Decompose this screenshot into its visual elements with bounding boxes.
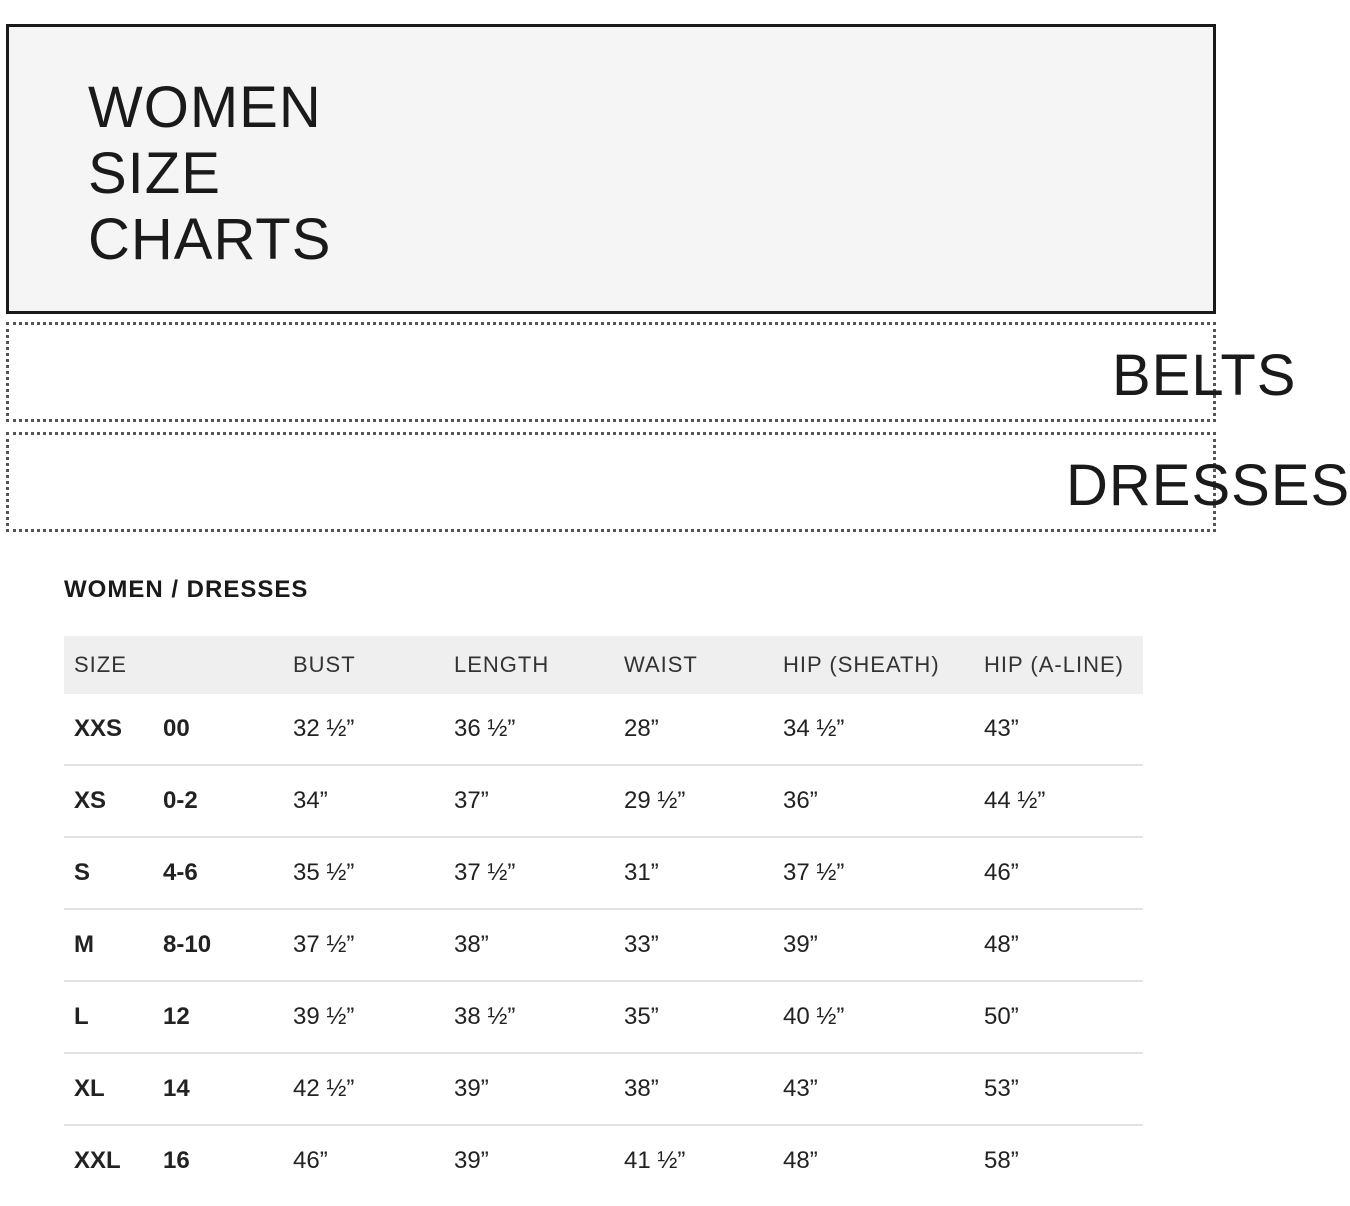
- numeric-size-cell: 8-10: [153, 909, 283, 981]
- hip-a-line-cell: 48”: [974, 909, 1143, 981]
- accordion-belts[interactable]: [6, 322, 1297, 422]
- waist-cell: 38”: [614, 1053, 773, 1125]
- hip-a-line-cell: 53”: [974, 1053, 1143, 1125]
- size-cell: L: [64, 981, 153, 1053]
- length-cell: 38 ½”: [444, 981, 614, 1053]
- waist-cell: 31”: [614, 837, 773, 909]
- hip-sheath-cell: 37 ½”: [773, 837, 974, 909]
- table-row: [64, 837, 1143, 909]
- length-cell: 36 ½”: [444, 694, 614, 765]
- table-header-row: [64, 636, 1143, 694]
- length-cell: 37”: [444, 765, 614, 837]
- numeric-size-cell: 00: [153, 694, 283, 765]
- hip-sheath-cell: 36”: [773, 765, 974, 837]
- numeric-size-cell: 12: [153, 981, 283, 1053]
- page-title: [88, 75, 331, 273]
- hip-a-line-cell: 43”: [974, 694, 1143, 765]
- size-cell: XS: [64, 765, 153, 837]
- column-header-waist: WAIST: [614, 636, 773, 694]
- numeric-size-cell: 14: [153, 1053, 283, 1125]
- page-title-line: WOMEN: [88, 75, 322, 140]
- hip-sheath-cell: 39”: [773, 909, 974, 981]
- length-cell: 37 ½”: [444, 837, 614, 909]
- hip-sheath-cell: 40 ½”: [773, 981, 974, 1053]
- column-header-size: SIZE: [64, 636, 153, 694]
- accordion-belts-label: BELTS: [1112, 343, 1297, 408]
- table-row: [64, 1053, 1143, 1125]
- length-cell: 39”: [454, 1147, 489, 1174]
- column-header-hip-a-line: HIP (A-LINE): [974, 636, 1143, 694]
- numeric-size-cell: 4-6: [153, 837, 283, 909]
- size-cell: XL: [64, 1053, 153, 1125]
- waist-cell: 33”: [614, 909, 773, 981]
- table-row: [64, 909, 1143, 981]
- column-header-length: LENGTH: [444, 636, 614, 694]
- title-banner: [6, 24, 1216, 314]
- waist-cell: 28”: [614, 694, 773, 765]
- hip-a-line-cell: 46”: [974, 837, 1143, 909]
- length-cell: 39”: [444, 1053, 614, 1125]
- waist-cell: 35”: [614, 981, 773, 1053]
- bust-cell: 39 ½”: [283, 981, 444, 1053]
- column-header-bust: BUST: [283, 636, 444, 694]
- waist-cell: 29 ½”: [614, 765, 773, 837]
- bust-cell: 35 ½”: [283, 837, 444, 909]
- hip-sheath-cell: 48”: [783, 1147, 818, 1174]
- hip-a-line-cell: 58”: [984, 1147, 1019, 1174]
- column-header-hip-sheath: HIP (SHEATH): [773, 636, 974, 694]
- bust-cell: 42 ½”: [283, 1053, 444, 1125]
- table-body: [64, 694, 1143, 1196]
- table-row: [64, 694, 1143, 765]
- section-heading: WOMEN / DRESSES: [64, 576, 309, 603]
- size-cell: M: [64, 909, 153, 981]
- table-row: [64, 1125, 1143, 1196]
- hip-sheath-cell: 34 ½”: [773, 694, 974, 765]
- column-header-numeric-size: [153, 636, 283, 694]
- size-cell: XXS: [64, 694, 153, 765]
- size-cell: S: [64, 837, 153, 909]
- length-cell: 38”: [444, 909, 614, 981]
- bust-cell: 32 ½”: [283, 694, 444, 765]
- waist-cell: 41 ½”: [624, 1147, 686, 1174]
- table-row: [64, 981, 1143, 1053]
- hip-a-line-cell: 50”: [974, 981, 1143, 1053]
- numeric-size-cell: 16: [163, 1147, 190, 1174]
- hip-sheath-cell: 43”: [773, 1053, 974, 1125]
- accordion-dresses[interactable]: [6, 432, 1350, 532]
- size-cell: XXL: [74, 1147, 121, 1174]
- accordion-dresses-label: DRESSES: [1066, 453, 1350, 518]
- hip-a-line-cell: 44 ½”: [974, 765, 1143, 837]
- bust-cell: 46”: [293, 1147, 328, 1174]
- table-row: [64, 765, 1143, 837]
- bust-cell: 37 ½”: [283, 909, 444, 981]
- size-table: [64, 636, 1143, 1196]
- page-title-line: SIZE: [88, 141, 221, 206]
- page-title-line: CHARTS: [88, 207, 332, 272]
- bust-cell: 34”: [283, 765, 444, 837]
- numeric-size-cell: 0-2: [153, 765, 283, 837]
